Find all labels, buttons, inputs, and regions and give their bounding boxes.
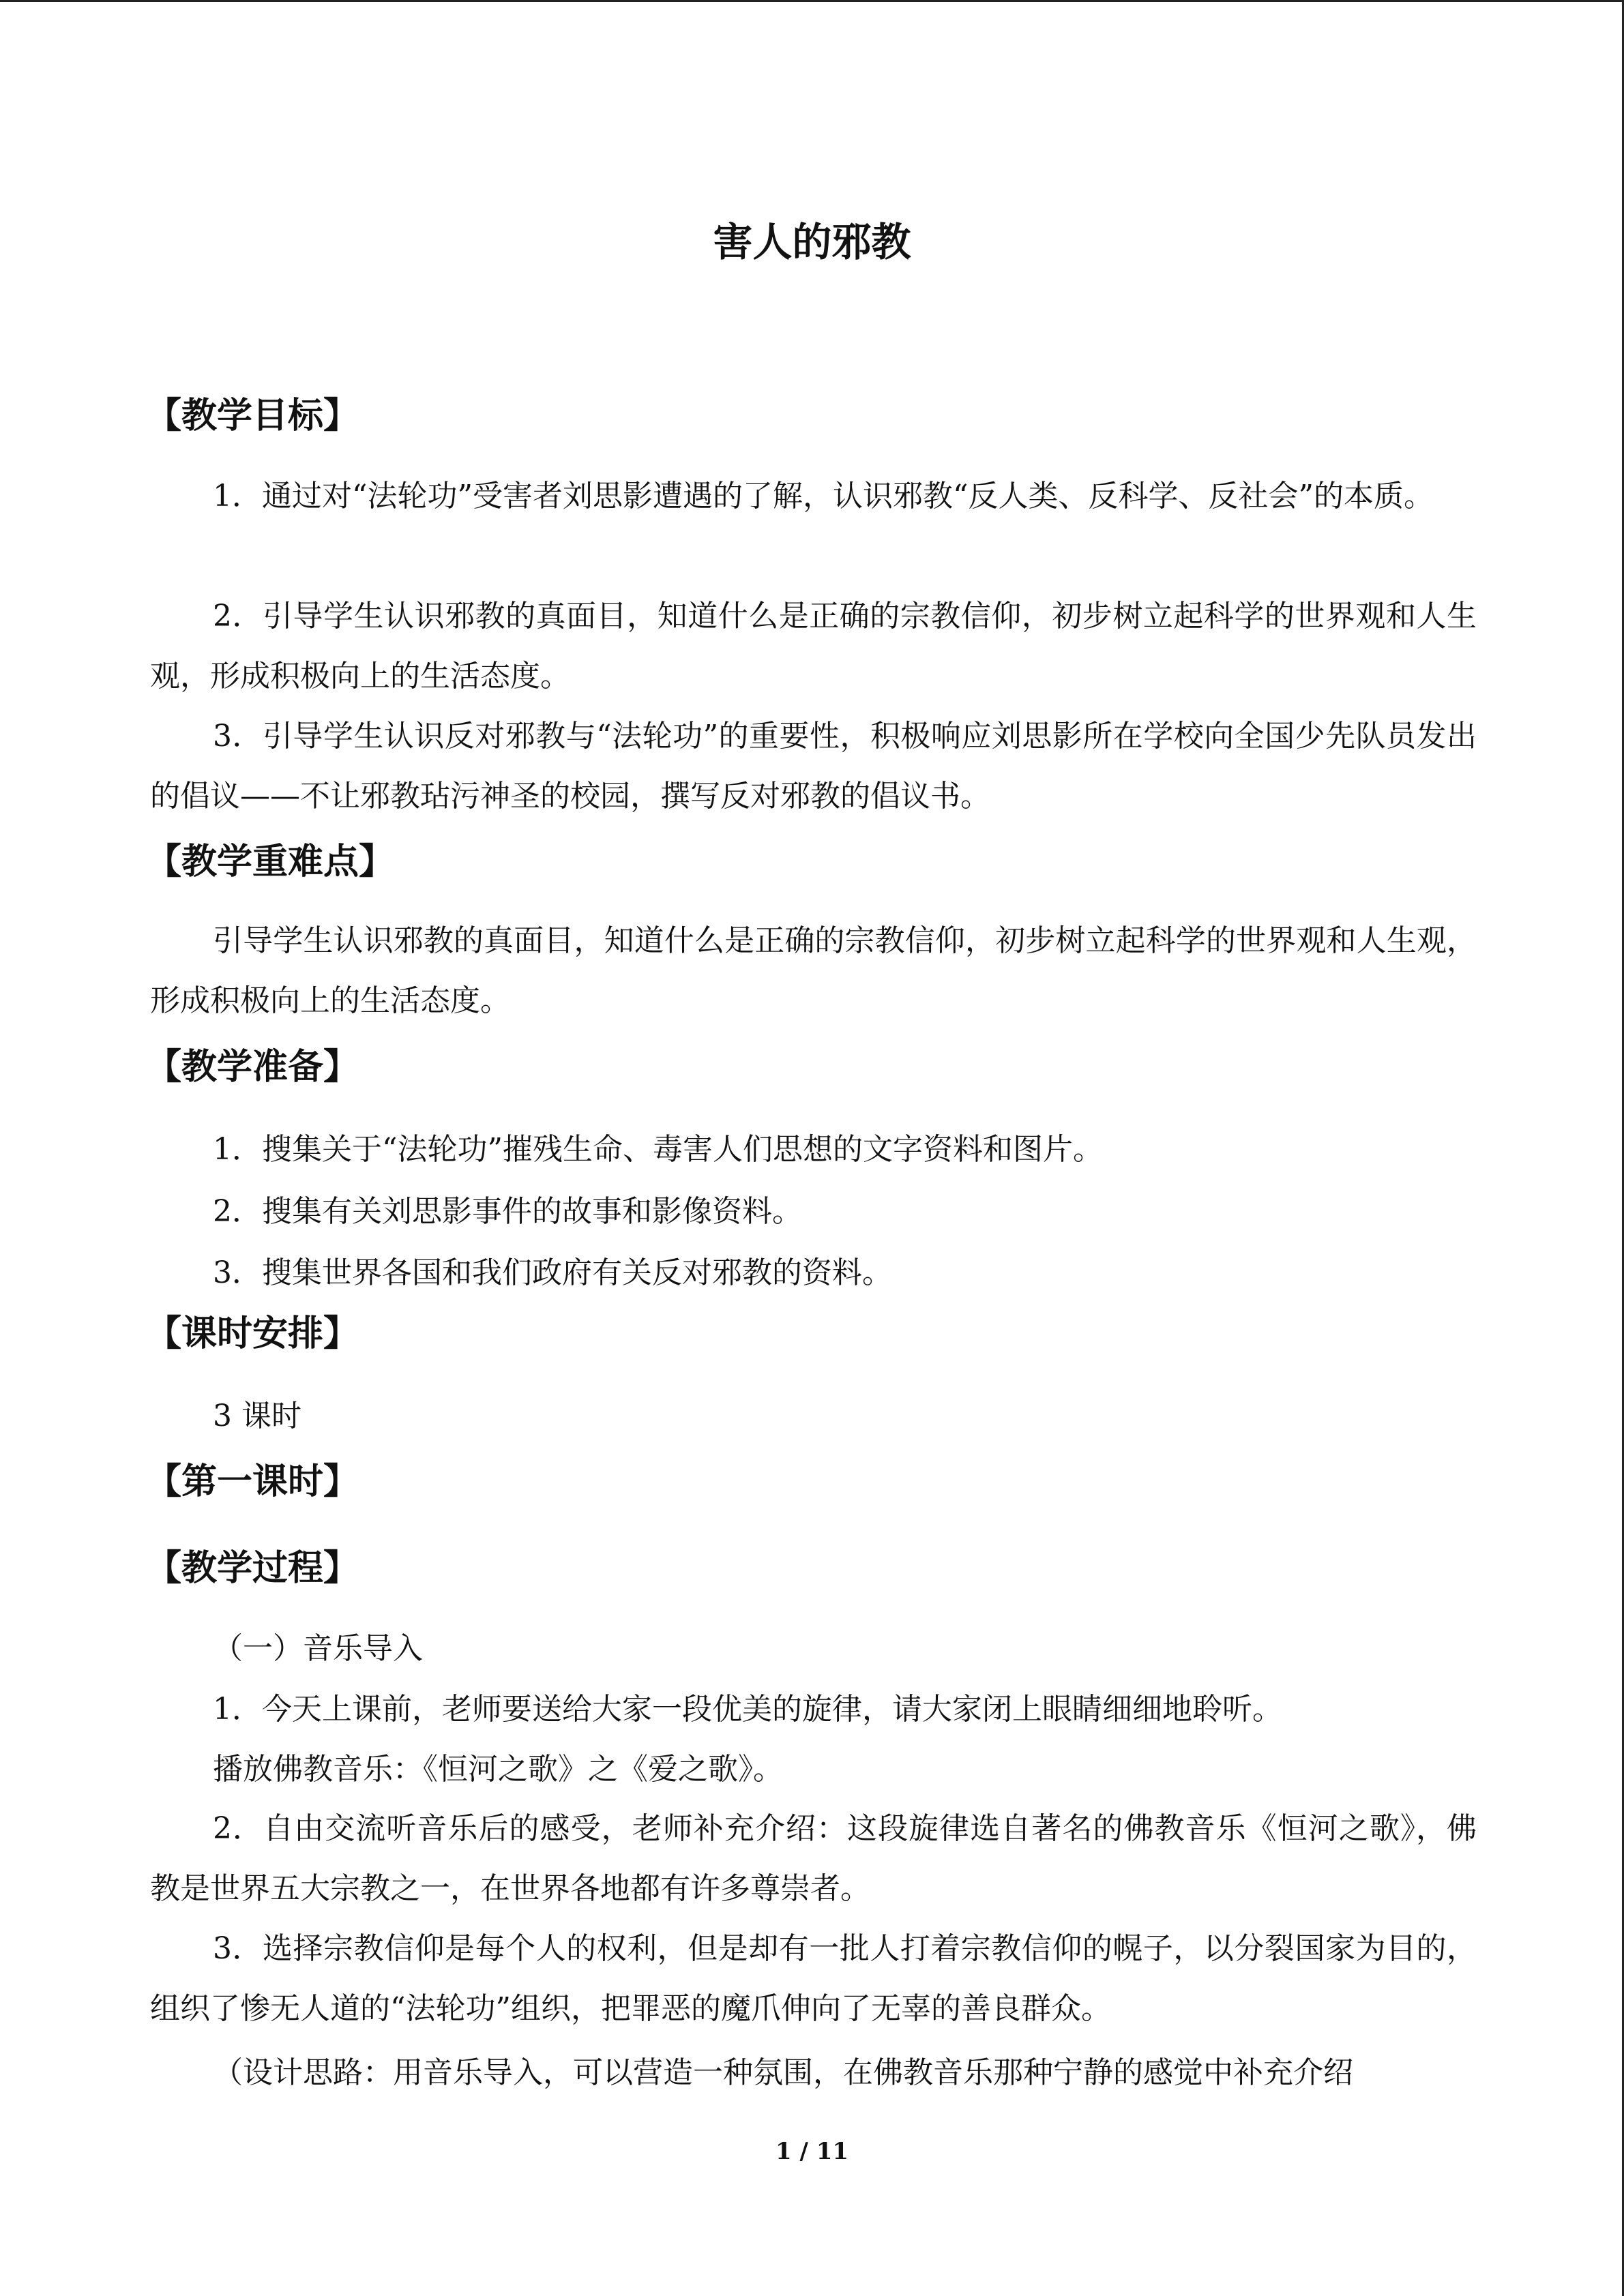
heading-key-points: 【教学重难点】 [146,841,395,882]
heading-schedule: 【课时安排】 [146,1313,359,1354]
heading-lesson-one: 【第一课时】 [146,1461,359,1502]
page-title: 害人的邪教 [713,219,911,265]
preparation-item-1: 1．搜集关于“法轮功”摧残生命、毒害人们思想的文字资料和图片。 [213,1132,1103,1167]
schedule-text: 3 课时 [213,1399,301,1433]
preparation-item-3: 3．搜集世界各国和我们政府有关反对邪教的资料。 [213,1255,892,1290]
page-indicator: 1 / 11 [775,2138,849,2165]
heading-preparation: 【教学准备】 [146,1047,359,1088]
process-line-2: 播放佛教音乐：《恒河之歌》之《爱之歌》。 [213,1752,783,1787]
objective-item-2: 2．引导学生认识邪教的真面目，知道什么是正确的宗教信仰，初步树立起科学的世界观和人生观，形成积极向上的生活态度。 [150,599,1477,694]
objective-item-3: 3．引导学生认识反对邪教与“法轮功”的重要性，积极响应刘思影所在学校向全国少先队员发出的倡议——不让邪教玷污神圣的校园，撰写反对邪教的倡议书。 [150,719,1477,814]
heading-process: 【教学过程】 [146,1548,359,1589]
objective-item-1: 1．通过对“法轮功”受害者刘思影遭遇的了解，认识邪教“反人类、反科学、反社会”的本质。 [213,479,1434,513]
process-line-1: 1．今天上课前，老师要送给大家一段优美的旋律，请大家闭上眼睛细细地聆听。 [213,1692,1282,1727]
heading-objectives: 【教学目标】 [146,396,359,436]
process-para-3: 3．选择宗教信仰是每个人的权利，但是却有一批人打着宗教信仰的幌子，以分裂国家为目的，组织了惨无人道的“法轮功”组织，把罪恶的魔爪伸向了无辜的善良群众。 [150,1931,1477,2026]
key-points-text: 引导学生认识邪教的真面目，知道什么是正确的宗教信仰，初步树立起科学的世界观和人生观，形成积极向上的生活态度。 [150,923,1477,1018]
preparation-item-2: 2．搜集有关刘思影事件的故事和影像资料。 [213,1194,802,1229]
process-para-2: 2．自由交流听音乐后的感受，老师补充介绍：这段旋律选自著名的佛教音乐《恒河之歌》，佛教是世界五大宗教之一，在世界各地都有许多尊崇者。 [150,1811,1477,1906]
process-subheading: （一）音乐导入 [213,1631,423,1666]
process-design-note: （设计思路：用音乐导入，可以营造一种氛围，在佛教音乐那种宁静的感觉中补充介绍 [213,2055,1353,2090]
